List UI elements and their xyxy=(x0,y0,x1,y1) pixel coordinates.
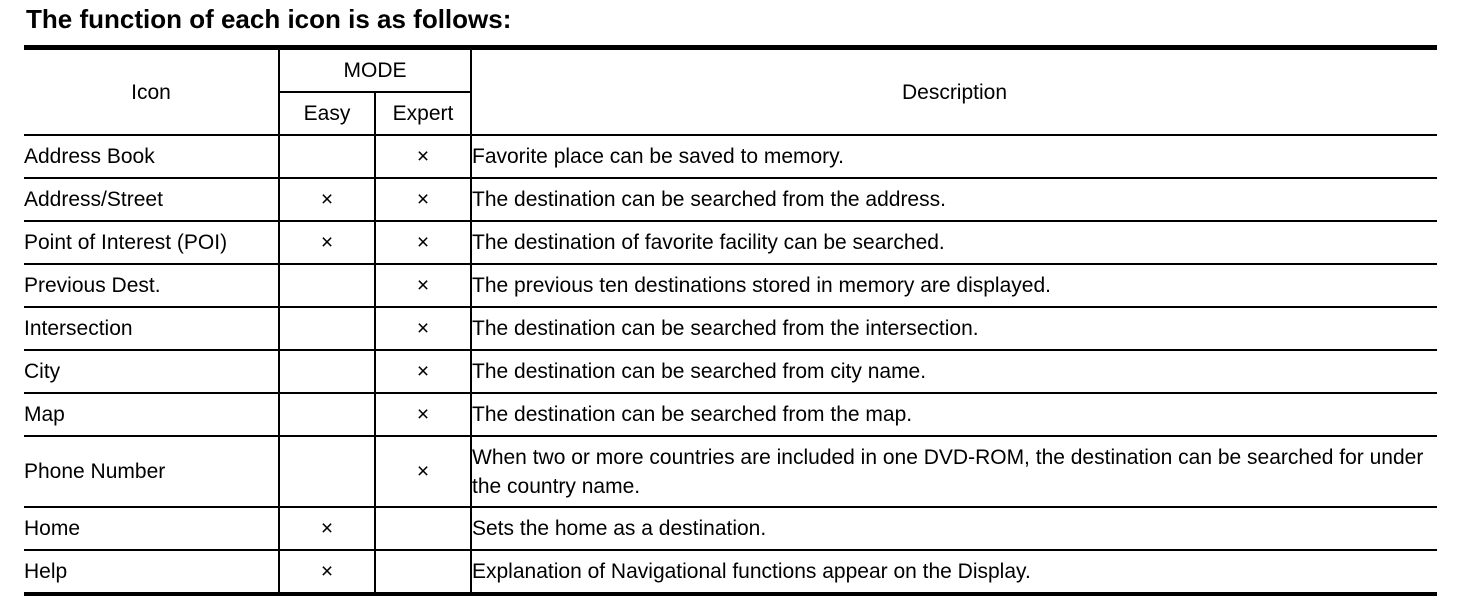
cell-icon: Phone Number xyxy=(24,436,279,507)
cell-description: The destination can be searched from the address. xyxy=(471,178,1437,221)
cell-easy xyxy=(279,436,375,507)
cell-description: The previous ten destinations stored in memory are displayed. xyxy=(471,264,1437,307)
cell-icon: City xyxy=(24,350,279,393)
cell-icon: Help xyxy=(24,550,279,594)
cell-easy: × xyxy=(279,221,375,264)
cell-description: The destination can be searched from the intersection. xyxy=(471,307,1437,350)
table-row xyxy=(24,507,1437,550)
table-row xyxy=(24,178,1437,221)
cell-icon: Point of Interest (POI) xyxy=(24,221,279,264)
cell-expert: × xyxy=(375,350,471,393)
cell-expert: × xyxy=(375,436,471,507)
icon-function-table xyxy=(24,45,1437,596)
cell-icon: Address Book xyxy=(24,135,279,178)
cell-expert xyxy=(375,550,471,594)
cell-easy xyxy=(279,264,375,307)
cell-expert: × xyxy=(375,307,471,350)
cell-easy: × xyxy=(279,550,375,594)
header-easy: Easy xyxy=(279,92,375,135)
table-row xyxy=(24,550,1437,594)
table-row xyxy=(24,264,1437,307)
cell-icon: Previous Dest. xyxy=(24,264,279,307)
cell-easy xyxy=(279,393,375,436)
header-mode: MODE xyxy=(279,48,471,93)
header-icon: Icon xyxy=(24,48,279,136)
header-description: Description xyxy=(471,48,1437,136)
page-heading: The function of each icon is as follows: xyxy=(26,4,512,34)
cell-expert: × xyxy=(375,393,471,436)
table-row xyxy=(24,135,1437,178)
cell-icon: Address/Street xyxy=(24,178,279,221)
table-row xyxy=(24,393,1437,436)
header-row-top xyxy=(24,48,1437,93)
cell-icon: Intersection xyxy=(24,307,279,350)
table-row xyxy=(24,307,1437,350)
cell-easy xyxy=(279,350,375,393)
table-row xyxy=(24,350,1437,393)
cell-expert: × xyxy=(375,264,471,307)
cell-description: The destination of favorite facility can be searched. xyxy=(471,221,1437,264)
cell-description: Explanation of Navigational functions appear on the Display. xyxy=(471,550,1437,594)
cell-description: The destination can be searched from city name. xyxy=(471,350,1437,393)
cell-description: The destination can be searched from the map. xyxy=(471,393,1437,436)
cell-expert: × xyxy=(375,221,471,264)
cell-expert xyxy=(375,507,471,550)
cell-icon: Map xyxy=(24,393,279,436)
cell-easy: × xyxy=(279,178,375,221)
table-row xyxy=(24,436,1437,507)
cell-expert: × xyxy=(375,178,471,221)
cell-description: When two or more countries are included in one DVD-ROM, the destination can be searched for under the country name. xyxy=(471,436,1437,507)
cell-description: Sets the home as a destination. xyxy=(471,507,1437,550)
header-expert: Expert xyxy=(375,92,471,135)
cell-expert: × xyxy=(375,135,471,178)
cell-easy xyxy=(279,135,375,178)
cell-easy xyxy=(279,307,375,350)
table-row xyxy=(24,221,1437,264)
cell-icon: Home xyxy=(24,507,279,550)
cell-description: Favorite place can be saved to memory. xyxy=(471,135,1437,178)
cell-easy: × xyxy=(279,507,375,550)
